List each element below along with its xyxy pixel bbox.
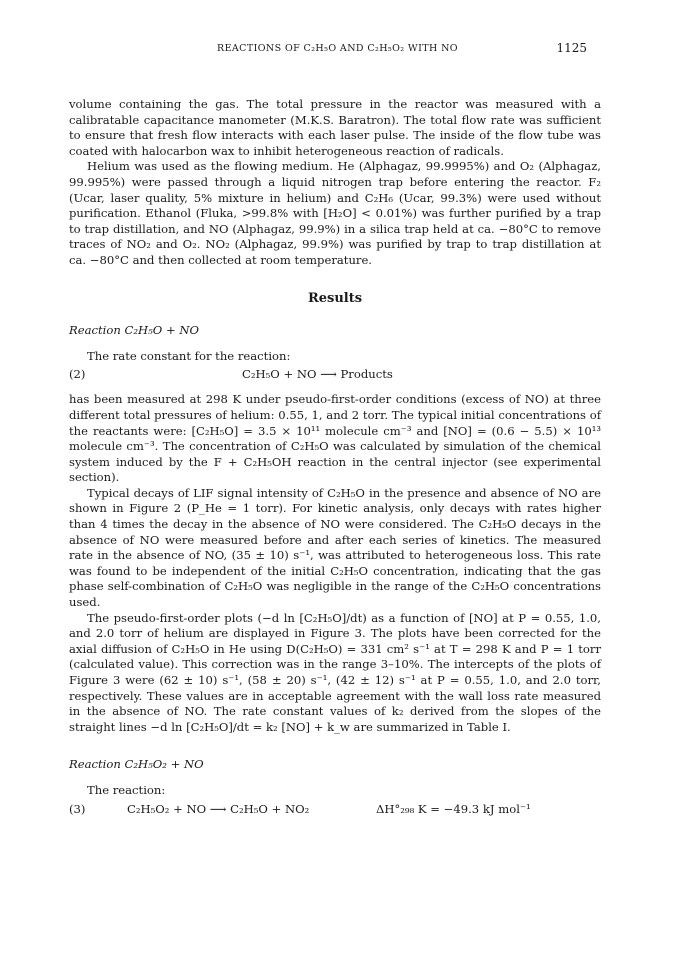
equation-2 xyxy=(69,367,601,383)
equation-body: C₂H₅O + NO ⟶ Products xyxy=(242,367,393,382)
paragraph-continued: volume containing the gas. The total pressure in the reactor was measured with a calibratable capacitance manometer (M.K.S. Baratron). The total flow rate was sufficient to ensure that fresh flow interacts with each laser pulse. The inside of the flow tube was coated with halocarbon wax to inhibit heterogeneous reaction of radicals. xyxy=(69,97,601,158)
paragraph-rate-constant-intro: The rate constant for the reaction: xyxy=(87,348,291,363)
paragraph-reaction-intro: The reaction: xyxy=(87,782,166,797)
equation-number: (3) xyxy=(69,801,86,816)
subsection-heading-reaction-c2h5o2-no: Reaction C₂H₅O₂ + NO xyxy=(69,757,204,772)
equation-number: (2) xyxy=(69,367,86,382)
paragraph-conditions: has been measured at 298 K under pseudo-first-order conditions (excess of NO) at three different total pressures of helium: 0.55, 1, and 2 torr. The typical initial concentrations of the reactants were: [C₂H₅O] = 3.5 × 10¹¹ molecule cm⁻³ and [NO] = (0.6 − 5.5) × 10¹³ molecule cm⁻³. The concentration of C₂H₅O was calculated by simulation of the chemical system induced by the F + C₂H₅OH reaction in the central injector (see experimental section). xyxy=(69,392,601,485)
paragraph-lif-decays: Typical decays of LIF signal intensity of C₂H₅O in the presence and absence of NO are shown in Figure 2 (P_He = 1 torr). For kinetic analysis, only decays with rates higher than 4 times the decay in the absence of NO were considered. The C₂H₅O decays in the absence of NO were measured before and after each series of kinetics. The measured rate in the absence of NO, (35 ± 10) s⁻¹, was attributed to heterogeneous loss. This rate was found to be independent of the initial C₂H₅O concentration, indicating that the gas phase self-combination of C₂H₅O was negligible in the range of the C₂H₅O concentrations used. xyxy=(69,485,601,610)
section-heading-results: Results xyxy=(307,290,363,306)
equation-enthalpy: ΔH°₂₉₈ K = −49.3 kJ mol⁻¹ xyxy=(376,801,531,816)
subsection-heading-reaction-c2h5o-no: Reaction C₂H₅O + NO xyxy=(69,323,200,338)
equation-body: C₂H₅O₂ + NO ⟶ C₂H₅O + NO₂ xyxy=(127,801,310,816)
equation-3 xyxy=(69,802,601,818)
running-title: REACTIONS OF C₂H₅O AND C₂H₅O₂ WITH NO xyxy=(217,43,458,54)
paragraph-pseudo-first-order: The pseudo-first-order plots (−d ln [C₂H₅O]/dt) as a function of [NO] at P = 0.55, 1.0, and 2.0 torr of helium are displayed in Figure 3. The plots have been corrected for the axial diffusion of C₂H₅O in He using D(C₂H₅O) = 331 cm² s⁻¹ at T = 298 K and P = 1 torr (calculated value). This correction was in the range 3–10%. The intercepts of the plots of Figure 3 were (62 ± 10) s⁻¹, (58 ± 20) s⁻¹, (42 ± 12) s⁻¹ at P = 0.55, 1.0, and 2.0 torr, respectively. These values are in acceptable agreement with the wall loss rate measured in the absence of NO. The rate constant values of k₂ derived from the slopes of the straight lines −d ln [C₂H₅O]/dt = k₂ [NO] + k_w are summarized in Table I. xyxy=(69,610,601,734)
article-body xyxy=(69,97,601,827)
running-header xyxy=(0,40,675,62)
paragraph-materials: Helium was used as the flowing medium. He (Alphagaz, 99.9995%) and O₂ (Alphagaz, 99.995%) were passed through a liquid nitrogen trap before entering the reactor. F₂ (Ucar, laser quality, 5% mixture in helium) and C₂H₆ (Ucar, 99.3%) were used without purification. Ethanol (Fluka, >99.8% with [H₂O] < 0.01%) was further purified by a trap to trap distillation, and NO (Alphagaz, 99.9%) in a silica trap held at ca. −80°C to remove traces of NO₂ and O₂. NO₂ (Alphagaz, 99.9%) was purified by trap to trap distillation at ca. −80°C and then collected at room temperature. xyxy=(69,159,601,267)
page-number: 1125 xyxy=(556,41,587,55)
